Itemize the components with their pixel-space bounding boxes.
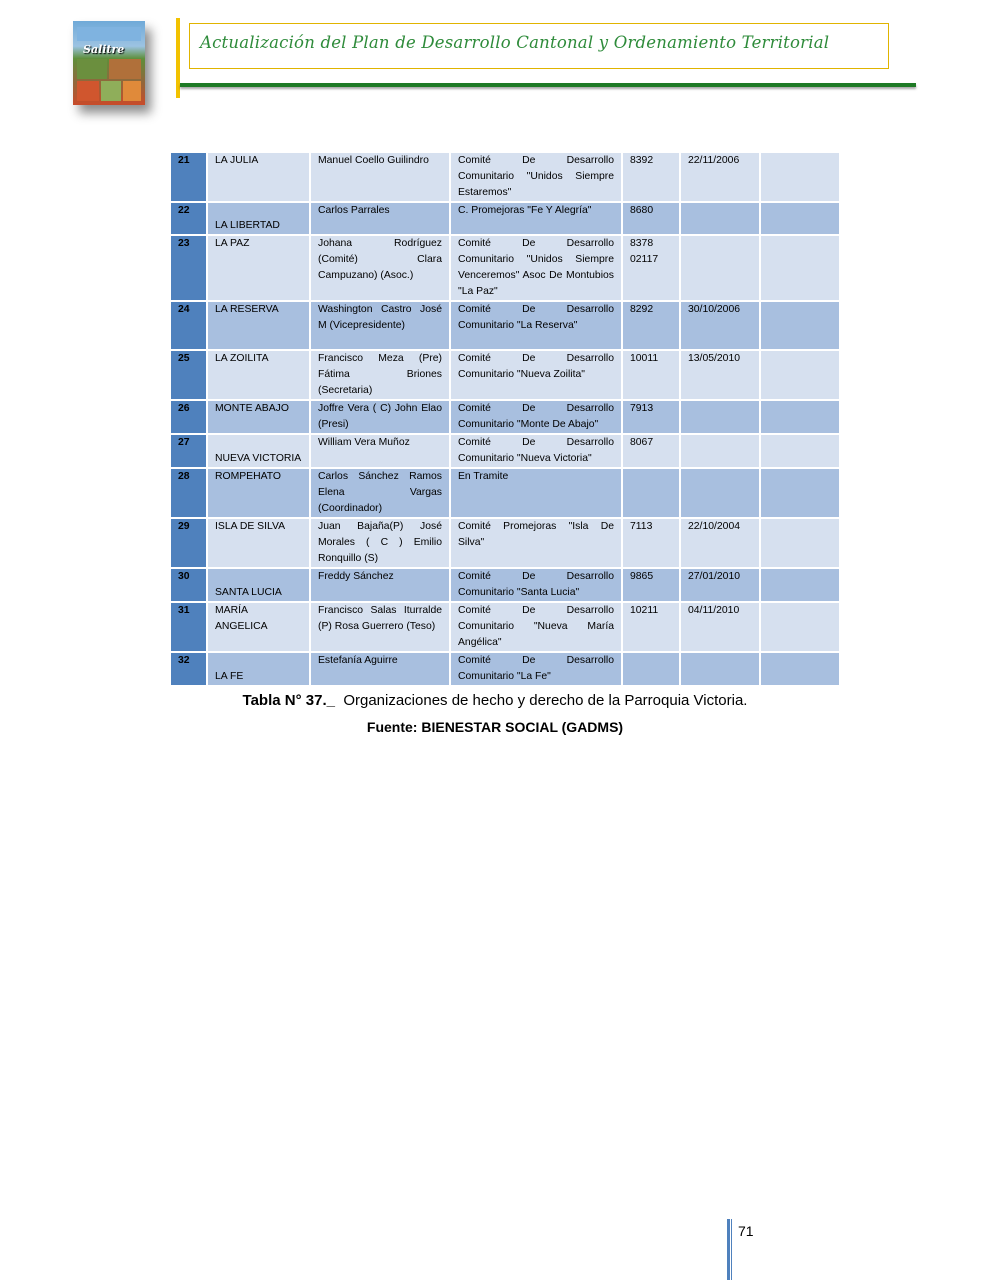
organization-name: Comité De Desarrollo Comunitario "Unidos Siempre Estaremos"	[450, 152, 622, 202]
page-number: 71	[738, 1223, 754, 1239]
page-number-rule	[727, 1219, 730, 1280]
contact-person: William Vera Muñoz	[310, 434, 450, 468]
registry-date	[680, 434, 760, 468]
community-name: LA RESERVA	[207, 301, 310, 350]
salitre-logo	[73, 21, 145, 105]
row-number: 31	[170, 602, 207, 652]
community-name: NUEVA VICTORIA	[207, 434, 310, 468]
empty-cell	[760, 602, 840, 652]
empty-cell	[760, 301, 840, 350]
table-row	[170, 568, 840, 602]
registry-code: 8392	[622, 152, 680, 202]
empty-cell	[760, 202, 840, 235]
registry-code: 8680	[622, 202, 680, 235]
header-title-box	[189, 23, 889, 69]
caption-text: Organizaciones de hecho y derecho de la Parroquia Victoria.	[343, 692, 748, 709]
community-name: LA FE	[207, 652, 310, 686]
table-row	[170, 468, 840, 518]
organization-name: En Tramite	[450, 468, 622, 518]
contact-person: Joffre Vera ( C) John Elao (Presi)	[310, 400, 450, 434]
registry-code: 7913	[622, 400, 680, 434]
table-source: Fuente: BIENESTAR SOCIAL (GADMS)	[366, 719, 624, 735]
organization-name: C. Promejoras "Fe Y Alegría"	[450, 202, 622, 235]
table-row	[170, 400, 840, 434]
contact-person: Washington Castro José M (Vicepresidente)	[310, 301, 450, 350]
registry-code	[622, 468, 680, 518]
community-name: MARÍA ANGELICA	[207, 602, 310, 652]
row-number: 29	[170, 518, 207, 568]
logo-text: Salitre	[83, 43, 125, 56]
row-number: 24	[170, 301, 207, 350]
table-row	[170, 350, 840, 400]
community-name: MONTE ABAJO	[207, 400, 310, 434]
contact-person: Juan Bajaña(P) José Morales ( C ) Emilio Ronquillo (S)	[310, 518, 450, 568]
empty-cell	[760, 652, 840, 686]
registry-date: 13/05/2010	[680, 350, 760, 400]
registry-date: 22/11/2006	[680, 152, 760, 202]
table-row	[170, 152, 840, 202]
registry-date: 27/01/2010	[680, 568, 760, 602]
row-number: 30	[170, 568, 207, 602]
row-number: 27	[170, 434, 207, 468]
organizations-table	[169, 151, 841, 687]
contact-person: Francisco Meza (Pre) Fátima Briones (Secretaria)	[310, 350, 450, 400]
organization-name: Comité De Desarrollo Comunitario "Santa Lucia"	[450, 568, 622, 602]
empty-cell	[760, 350, 840, 400]
organization-name: Comité De Desarrollo Comunitario "La Fe"	[450, 652, 622, 686]
registry-code: 10011	[622, 350, 680, 400]
empty-cell	[760, 152, 840, 202]
contact-person: Francisco Salas Iturralde (P) Rosa Guerrero (Teso)	[310, 602, 450, 652]
registry-date	[680, 468, 760, 518]
registry-code: 9865	[622, 568, 680, 602]
organization-name: Comité Promejoras "Isla De Silva"	[450, 518, 622, 568]
table-row	[170, 652, 840, 686]
empty-cell	[760, 235, 840, 301]
table-row	[170, 434, 840, 468]
community-name: LA PAZ	[207, 235, 310, 301]
organization-name: Comité De Desarrollo Comunitario "La Reserva"	[450, 301, 622, 350]
registry-date	[680, 202, 760, 235]
registry-code: 10211	[622, 602, 680, 652]
table-row	[170, 518, 840, 568]
caption-label: Tabla N° 37._	[242, 692, 335, 709]
registry-date: 04/11/2010	[680, 602, 760, 652]
row-number: 25	[170, 350, 207, 400]
row-number: 26	[170, 400, 207, 434]
row-number: 32	[170, 652, 207, 686]
community-name: LA JULIA	[207, 152, 310, 202]
empty-cell	[760, 518, 840, 568]
registry-code: 8378 02117	[622, 235, 680, 301]
empty-cell	[760, 468, 840, 518]
registry-code: 8067	[622, 434, 680, 468]
organization-name: Comité De Desarrollo Comunitario "Monte De Abajo"	[450, 400, 622, 434]
contact-person: Manuel Coello Guilindro	[310, 152, 450, 202]
community-name: ISLA DE SILVA	[207, 518, 310, 568]
contact-person: Johana Rodríguez (Comité) Clara Campuzano) (Asoc.)	[310, 235, 450, 301]
table-row	[170, 235, 840, 301]
contact-person: Carlos Sánchez Ramos Elena Vargas (Coordinador)	[310, 468, 450, 518]
community-name: LA ZOILITA	[207, 350, 310, 400]
row-number: 23	[170, 235, 207, 301]
organization-name: Comité De Desarrollo Comunitario "Nueva María Angélica"	[450, 602, 622, 652]
contact-person: Freddy Sánchez	[310, 568, 450, 602]
registry-date: 22/10/2004	[680, 518, 760, 568]
contact-person: Estefanía Aguirre	[310, 652, 450, 686]
registry-date	[680, 652, 760, 686]
organization-name: Comité De Desarrollo Comunitario "Nueva Zoilita"	[450, 350, 622, 400]
community-name: ROMPEHATO	[207, 468, 310, 518]
table-row	[170, 301, 840, 350]
header-divider	[180, 83, 916, 87]
table-row	[170, 602, 840, 652]
table-body	[170, 152, 840, 686]
empty-cell	[760, 568, 840, 602]
table-row	[170, 202, 840, 235]
registry-date	[680, 235, 760, 301]
document-title: Actualización del Plan de Desarrollo Cantonal y Ordenamiento Territorial	[200, 33, 830, 52]
row-number: 22	[170, 202, 207, 235]
table-caption	[0, 692, 990, 709]
registry-code: 7113	[622, 518, 680, 568]
registry-code: 8292	[622, 301, 680, 350]
registry-date: 30/10/2006	[680, 301, 760, 350]
row-number: 21	[170, 152, 207, 202]
community-name: LA LIBERTAD	[207, 202, 310, 235]
page-number-rule-thin	[731, 1219, 732, 1280]
contact-person: Carlos Parrales	[310, 202, 450, 235]
registry-code	[622, 652, 680, 686]
empty-cell	[760, 434, 840, 468]
row-number: 28	[170, 468, 207, 518]
registry-date	[680, 400, 760, 434]
community-name: SANTA LUCIA	[207, 568, 310, 602]
organization-name: Comité De Desarrollo Comunitario "Unidos Siempre Venceremos" Asoc De Montubios "La Paz"	[450, 235, 622, 301]
organization-name: Comité De Desarrollo Comunitario "Nueva Victoria"	[450, 434, 622, 468]
empty-cell	[760, 400, 840, 434]
